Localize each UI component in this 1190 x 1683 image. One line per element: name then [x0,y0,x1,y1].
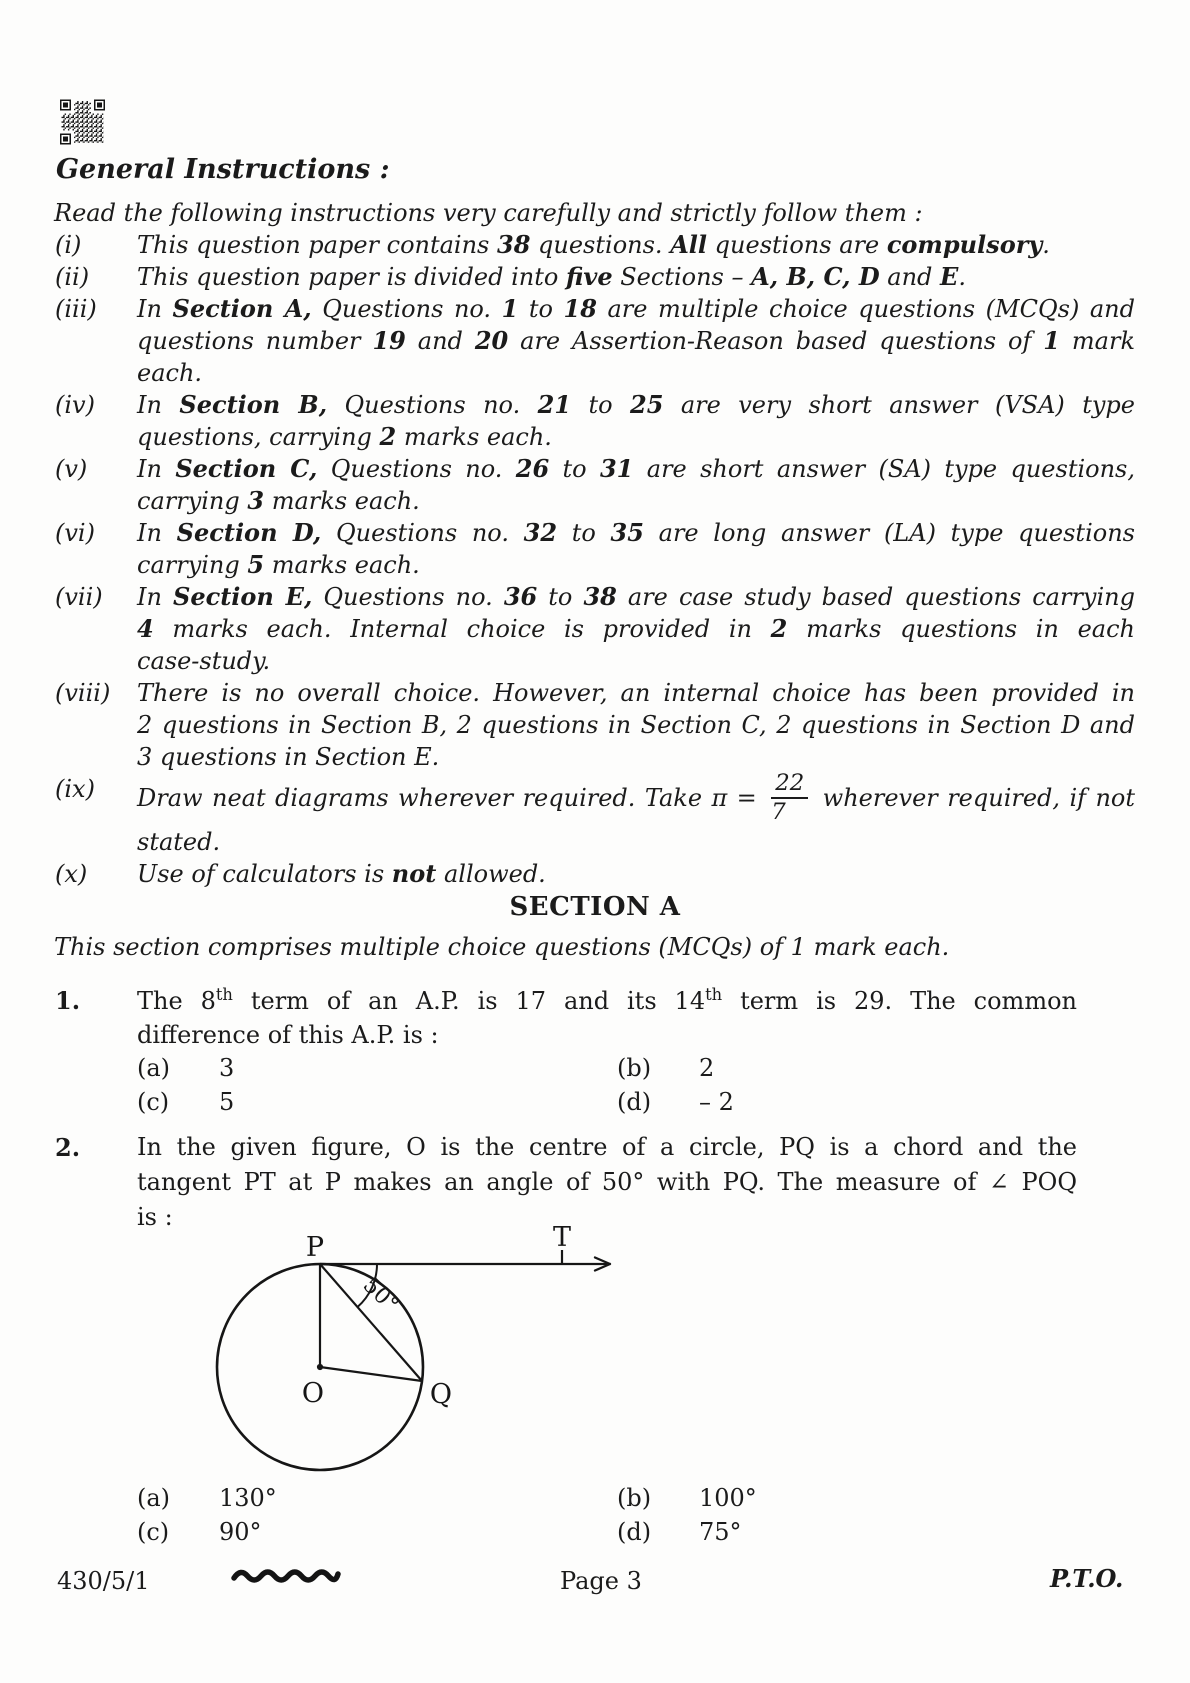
instruction-item [55,858,1140,890]
text-line: 2 questions in Section B, 2 questions in Section C, 2 questions in Section D and [137,711,1135,739]
instructions-title: General Instructions : [56,154,390,185]
text-line: This question paper contains 38 questions. All questions are compulsory. [137,230,1050,259]
item-label: (iv) [55,391,95,419]
instruction-item [55,453,1140,517]
text-line: Draw neat diagrams wherever required. Take π = $\frac{22}{7}$ wherever required, if not [137,770,1136,825]
item-label: (x) [55,860,88,889]
option-d [617,1518,742,1546]
text-line: questions, carrying 2 marks each. [137,422,552,451]
page-number: Page 3 [560,1567,642,1595]
options-row [137,1518,1077,1552]
option-label: (b) [617,1484,652,1512]
question-1 [55,984,1077,1052]
item-body [137,389,1135,453]
option-d [617,1088,734,1116]
option-b [617,1054,714,1082]
section-subheading: This section comprises multiple choice questions (MCQs) of 1 mark each. [54,933,950,961]
text-line: case-study. [137,647,271,675]
option-value: – 2 [699,1088,734,1116]
pto-label: P.T.O. [1050,1564,1124,1593]
option-b [617,1484,757,1512]
text-line: difference of this A.P. is : [137,1021,439,1049]
instructions-preamble: Read the following instructions very carefully and strictly follow them : [54,199,923,227]
item-body [137,858,1135,890]
option-label: (c) [137,1088,170,1116]
question-text [137,1130,1077,1235]
option-label: (d) [617,1088,652,1116]
item-label: (vi) [55,519,95,547]
label-angle-50: 50° [357,1272,404,1318]
text-line: 4 marks each. Internal choice is provided in 2 marks questions in each [137,614,1135,643]
label-t: T [552,1224,572,1253]
text-line: The 8th term of an A.P. is 17 and its 14th term is 29. The common [137,985,1077,1015]
instructions-list [55,229,1140,890]
text-line: In Section E, Questions no. 36 to 38 are case study based questions carrying [137,582,1135,611]
text-line: questions number 19 and 20 are Assertion-Reason based questions of 1 mark [137,326,1136,355]
item-body [137,229,1135,261]
item-body [137,453,1135,517]
text-line: stated. [137,828,221,857]
option-c [137,1088,597,1116]
instruction-item [55,517,1140,581]
item-label: (i) [55,231,82,259]
text-line: carrying 3 marks each. [137,486,420,515]
item-label: (ix) [55,775,95,803]
option-label: (b) [617,1054,652,1082]
option-value: 90° [219,1518,262,1546]
item-label: (vii) [55,583,103,611]
instruction-item [55,389,1140,453]
label-q: Q [429,1379,453,1410]
options-q2 [137,1484,1077,1552]
fraction: $\frac{22}{7}$ [771,771,808,824]
label-p: P [305,1232,325,1263]
circle-tangent-figure [180,1224,640,1486]
options-q1 [137,1054,1077,1122]
item-body [137,677,1135,773]
option-label: (a) [137,1484,171,1512]
instruction-item [55,581,1140,677]
text-line: In Section B, Questions no. 21 to 25 are very short answer (VSA) type [137,390,1135,419]
item-label: (ii) [55,263,90,291]
text-line: In Section A, Questions no. 1 to 18 are multiple choice questions (MCQs) and [137,294,1135,323]
radius-oq [320,1367,422,1381]
options-row [137,1484,1077,1518]
text-line: tangent PT at P makes an angle of 50° with PQ. The measure of ∠ POQ [137,1168,1077,1196]
option-value: 130° [219,1484,277,1512]
options-row [137,1088,1077,1122]
item-body [137,293,1135,389]
text-line: Use of calculators is not allowed. [137,859,546,889]
text-line: carrying 5 marks each. [137,550,420,579]
question-number: 2. [55,1133,81,1162]
instruction-item [55,261,1140,293]
option-value: 2 [699,1054,715,1082]
section-heading: SECTION A [509,892,681,922]
instruction-item [55,770,1140,858]
option-c [137,1518,597,1546]
option-value: 75° [699,1518,742,1546]
text-line: 3 questions in Section E. [137,743,440,771]
text-line: In Section C, Questions no. 26 to 31 are short answer (SA) type questions, [137,454,1135,483]
paper-code: 430/5/1 [57,1567,150,1595]
instruction-item [55,293,1140,389]
item-body [137,581,1135,677]
text-line: This question paper is divided into five Sections – A, B, C, D and E. [137,262,966,291]
label-o: O [301,1378,325,1409]
item-label: (viii) [55,679,111,707]
option-label: (d) [617,1518,652,1546]
centre-dot [317,1364,323,1370]
option-value: 100° [699,1484,757,1512]
item-label: (v) [55,455,88,483]
item-body [137,770,1136,858]
squiggle-mark [230,1565,342,1585]
text-line: In Section D, Questions no. 32 to 35 are long answer (LA) type questions [137,518,1135,547]
text-line: In the given figure, O is the centre of a circle, PQ is a chord and the [137,1133,1077,1161]
text-line: is : [137,1203,173,1231]
text-line: There is no overall choice. However, an internal choice has been provided in [137,679,1135,707]
options-row [137,1054,1077,1088]
question-2 [55,1130,1077,1235]
item-label: (iii) [55,295,97,323]
item-body [137,517,1135,581]
instruction-item [55,229,1140,261]
text-line: each. [137,359,203,387]
question-number: 1. [55,986,81,1015]
instruction-item [55,677,1140,773]
option-a [137,1484,597,1512]
option-label: (a) [137,1054,171,1082]
option-a [137,1054,597,1082]
item-body [137,261,1135,293]
question-text [137,984,1077,1052]
option-value: 5 [219,1088,235,1116]
option-label: (c) [137,1518,170,1546]
qr-code [60,99,105,145]
option-value: 3 [219,1054,235,1082]
